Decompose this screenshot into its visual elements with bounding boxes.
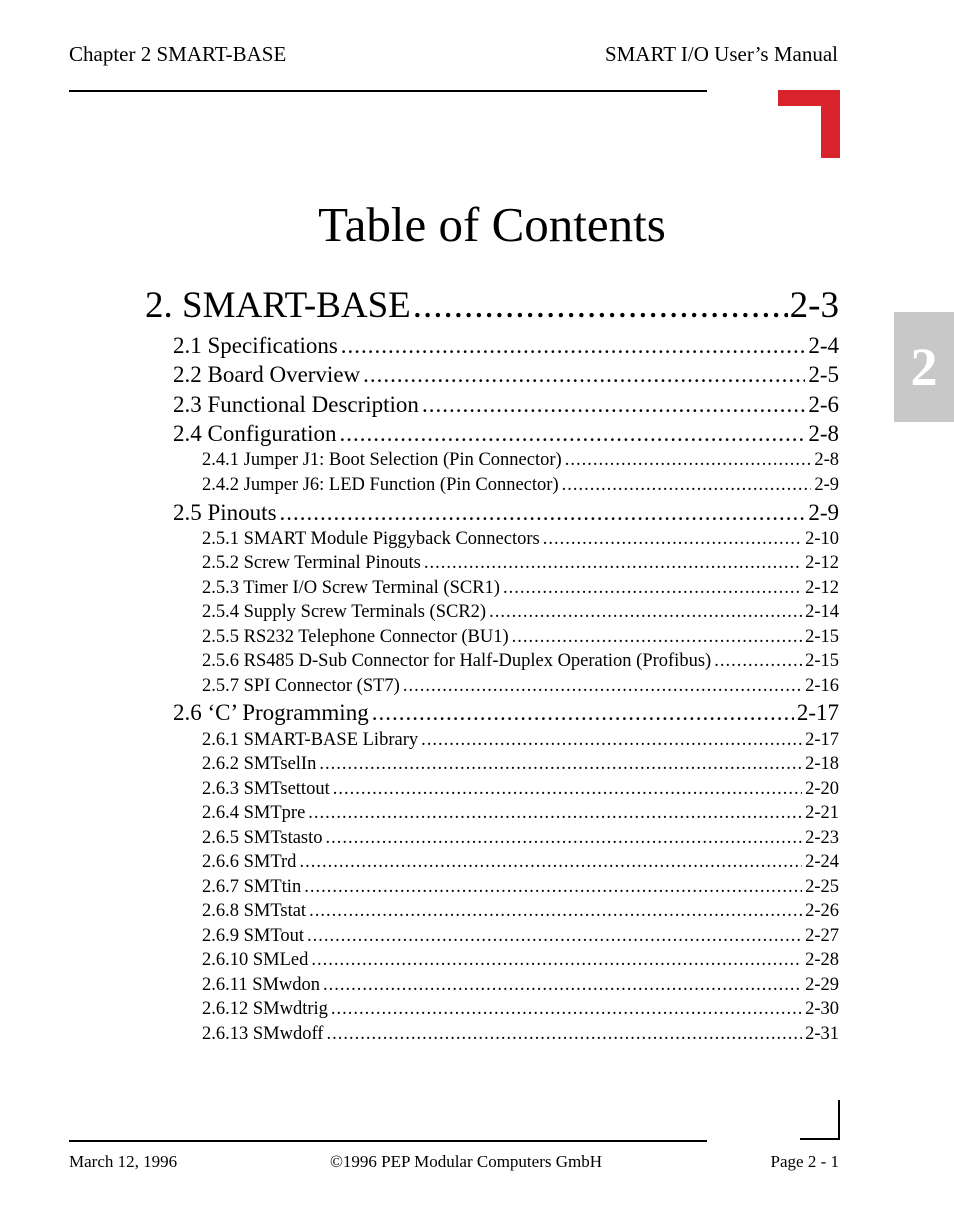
toc-entry-page: 2-14 — [805, 602, 839, 622]
toc-entry — [202, 1024, 839, 1045]
toc-entry — [202, 779, 839, 800]
toc-entry — [202, 529, 839, 550]
toc-entry — [202, 450, 839, 471]
toc-entry-title: 2.6.12 SMwdtrig — [202, 999, 328, 1019]
bottom-corner-line-horizontal — [800, 1138, 840, 1140]
toc-dot-leader — [323, 975, 802, 996]
toc-entry-title: 2.6.5 SMTstasto — [202, 828, 323, 848]
toc-entry-page: 2-25 — [805, 877, 839, 897]
toc-dot-leader — [562, 475, 812, 496]
toc-entry-title: 2.6 ‘C’ Programming — [173, 700, 369, 725]
toc-dot-leader — [331, 999, 802, 1020]
toc-entry-page: 2-9 — [808, 500, 839, 525]
toc-dot-leader — [543, 529, 802, 550]
toc-entry-page: 2-29 — [805, 975, 839, 995]
toc-entry-page: 2-3 — [789, 285, 839, 326]
toc-entry-page: 2-26 — [805, 901, 839, 921]
toc-entry-title: 2.1 Specifications — [173, 333, 338, 358]
toc-dot-leader — [311, 950, 802, 971]
toc-entry-page: 2-18 — [805, 754, 839, 774]
toc-entry — [202, 877, 839, 898]
toc-entry — [202, 901, 839, 922]
toc-dot-leader — [489, 602, 802, 623]
toc-entry-title: 2.6.4 SMTpre — [202, 803, 306, 823]
toc-entry-title: 2.6.8 SMTstat — [202, 901, 307, 921]
toc-entry-page: 2-31 — [805, 1024, 839, 1044]
toc-dot-leader — [326, 1024, 802, 1045]
toc-dot-leader — [326, 828, 803, 849]
toc-entry-title: 2.6.7 SMTtin — [202, 877, 302, 897]
toc-entry-page: 2-12 — [805, 553, 839, 573]
chapter-tab — [894, 312, 954, 422]
toc-dot-leader — [413, 284, 788, 327]
toc-entry-title: 2.6.13 SMwdoff — [202, 1024, 324, 1044]
toc-entry-title: 2.6.2 SMTselIn — [202, 754, 317, 774]
toc-entry-title: 2.6.10 SMLed — [202, 950, 309, 970]
toc-entry — [202, 975, 839, 996]
toc-entry-page: 2-15 — [805, 651, 839, 671]
toc-entry — [202, 578, 839, 599]
toc-dot-leader — [304, 877, 802, 898]
toc-dot-leader — [340, 421, 806, 447]
toc-entry — [202, 651, 839, 672]
toc-entry-title: 2.6.6 SMTrd — [202, 852, 297, 872]
page-title: Table of Contents — [318, 197, 666, 252]
toc-entry — [202, 828, 839, 849]
running-header-chapter: Chapter 2 SMART-BASE — [69, 42, 287, 66]
toc-dot-leader — [319, 754, 802, 775]
footer-rule — [69, 1140, 707, 1142]
toc-entry-title: 2.4.1 Jumper J1: Boot Selection (Pin Connector) — [202, 450, 562, 470]
toc-entry — [202, 627, 839, 648]
toc-dot-leader — [422, 392, 805, 418]
toc-entry-title: 2.5.4 Supply Screw Terminals (SCR2) — [202, 602, 487, 622]
toc-entry — [202, 475, 839, 496]
toc-entry-page: 2-12 — [805, 578, 839, 598]
red-corner-mark — [778, 90, 840, 158]
toc-dot-leader — [363, 362, 805, 388]
toc-entry-page: 2-5 — [808, 362, 839, 387]
toc-entry-page: 2-8 — [808, 421, 839, 446]
toc-entry-title: 2.5.5 RS232 Telephone Connector (BU1) — [202, 627, 509, 647]
toc-dot-leader — [307, 926, 802, 947]
toc-entry-page: 2-15 — [805, 627, 839, 647]
toc-entry-page: 2-23 — [805, 828, 839, 848]
toc-dot-leader — [424, 553, 802, 574]
toc-entry-title: 2.5.7 SPI Connector (ST7) — [202, 676, 400, 696]
toc-entry-title: 2.6.3 SMTsettout — [202, 779, 330, 799]
running-header-manual: SMART I/O User’s Manual — [604, 42, 838, 66]
toc-entry-page: 2-27 — [805, 926, 839, 946]
toc-entry-title: 2.6.11 SMwdon — [202, 975, 321, 995]
toc-entry-title: 2.5.6 RS485 D-Sub Connector for Half-Duplex Operation (Profibus) — [202, 651, 712, 671]
toc-entry-page: 2-10 — [805, 529, 839, 549]
toc-entry-page: 2-20 — [805, 779, 839, 799]
toc-entry-page: 2-24 — [805, 852, 839, 872]
toc-dot-leader — [299, 852, 802, 873]
toc-entry-page: 2-30 — [805, 999, 839, 1019]
toc-entry — [202, 676, 839, 697]
toc-entry-page: 2-17 — [805, 730, 839, 750]
footer-copyright: ©1996 PEP Modular Computers GmbH — [330, 1152, 603, 1171]
red-corner-bar-vertical — [821, 90, 840, 158]
toc-dot-leader — [503, 578, 802, 599]
toc-entry — [202, 950, 839, 971]
bottom-corner-line-vertical — [838, 1100, 840, 1140]
header-rule — [69, 90, 707, 92]
toc-entry — [202, 602, 839, 623]
toc-entry-page: 2-6 — [808, 392, 839, 417]
toc-entry-title: 2. SMART-BASE — [145, 285, 411, 326]
toc-entry — [173, 362, 839, 388]
toc-entry — [173, 333, 839, 359]
toc-dot-leader — [341, 333, 806, 359]
toc-entry — [202, 754, 839, 775]
toc-dot-leader — [280, 500, 806, 526]
toc-entry-title: 2.6.9 SMTout — [202, 926, 305, 946]
toc-entry-page: 2-21 — [805, 803, 839, 823]
toc-dot-leader — [714, 651, 802, 672]
toc-entry — [173, 700, 839, 726]
toc-dot-leader — [565, 450, 812, 471]
toc-entry-title: 2.5.1 SMART Module Piggyback Connectors — [202, 529, 540, 549]
toc-entry-page: 2-8 — [814, 450, 839, 470]
toc-dot-leader — [421, 730, 802, 751]
footer-date: March 12, 1996 — [69, 1152, 178, 1171]
toc-entry — [173, 421, 839, 447]
toc-dot-leader — [333, 779, 802, 800]
toc-entry-title: 2.3 Functional Description — [173, 392, 419, 417]
toc-entry — [202, 803, 839, 824]
toc-dot-leader — [308, 803, 802, 824]
toc-entry — [202, 926, 839, 947]
toc-entry-title: 2.5.2 Screw Terminal Pinouts — [202, 553, 421, 573]
toc-entry-title: 2.5.3 Timer I/O Screw Terminal (SCR1) — [202, 578, 500, 598]
toc-entry-title: 2.4 Configuration — [173, 421, 337, 446]
toc-entry — [202, 852, 839, 873]
toc-dot-leader — [372, 700, 794, 726]
footer-page-number: Page 2 - 1 — [770, 1152, 839, 1171]
toc-entry — [173, 500, 839, 526]
toc-entry — [202, 553, 839, 574]
toc-entry-page: 2-17 — [796, 700, 839, 725]
bottom-corner-mark — [800, 1100, 840, 1140]
toc-entry-title: 2.2 Board Overview — [173, 362, 361, 387]
toc-dot-leader — [403, 676, 802, 697]
toc-entry — [145, 284, 839, 327]
toc-entry-title: 2.4.2 Jumper J6: LED Function (Pin Connector) — [202, 475, 559, 495]
toc-entry-page: 2-9 — [814, 475, 839, 495]
toc-entry — [202, 730, 839, 751]
toc-dot-leader — [512, 627, 802, 648]
chapter-tab-number: 2 — [910, 337, 938, 397]
toc-entry — [173, 392, 839, 418]
toc-entry-title: 2.5 Pinouts — [173, 500, 277, 525]
toc-entry-page: 2-16 — [805, 676, 839, 696]
toc-entry-page: 2-4 — [808, 333, 839, 358]
toc-entry-page: 2-28 — [805, 950, 839, 970]
toc-entry-title: 2.6.1 SMART-BASE Library — [202, 730, 419, 750]
toc-entry — [202, 999, 839, 1020]
toc-dot-leader — [309, 901, 802, 922]
